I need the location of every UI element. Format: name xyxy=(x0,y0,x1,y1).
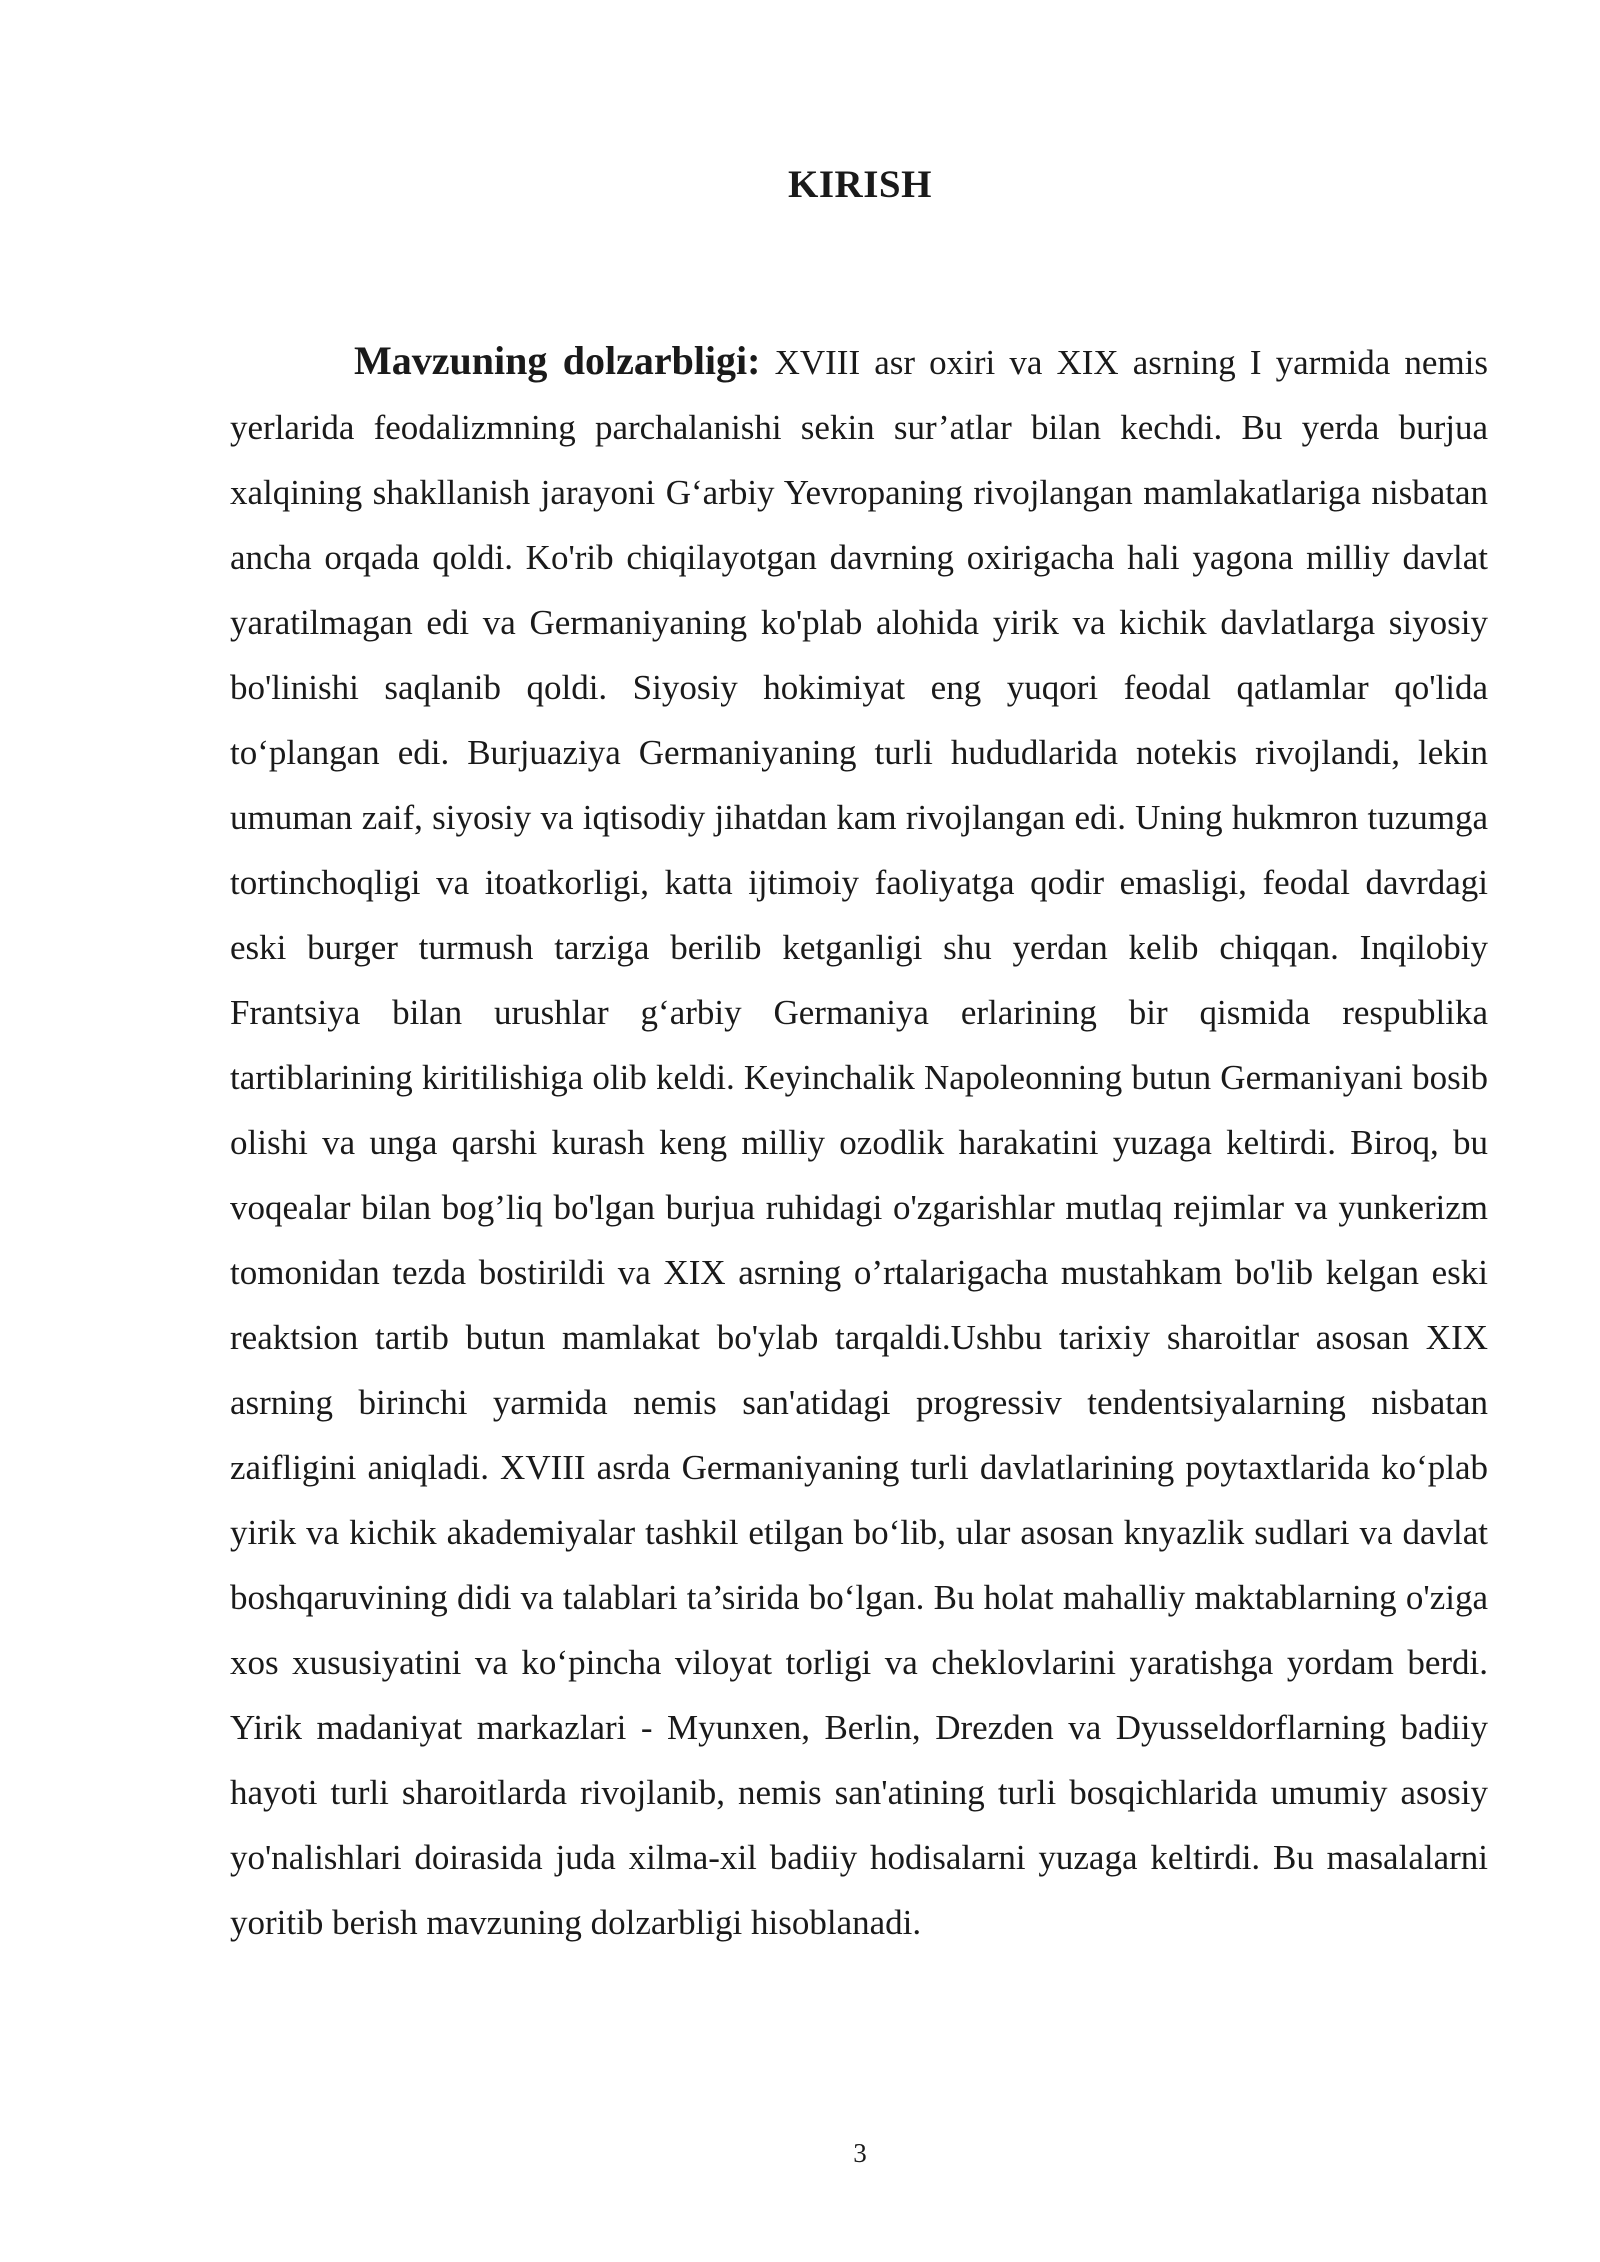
paragraph-text: XVIII asr oxiri va XIX asrning I yarmida nemis yerlarida feodalizmning parchalanishi sekin sur’atlar bilan kechdi. Bu yerda burjua xalqining shakllanish jarayoni G‘arbiy Yevropaning rivojlangan mamlakatlariga nisbatan ancha orqada qoldi. Ko'rib chiqilayotgan davrning oxirigacha hali yagona milliy davlat yaratilmagan edi va Germaniyaning ko'plab alohida yirik va kichik davlatlarga siyosiy bo'linishi saqlanib qoldi. Siyosiy hokimiyat eng yuqori feodal qatlamlar qo'lida to‘plangan edi. Burjuaziya Germaniyaning turli hududlarida notekis rivojlandi, lekin umuman zaif, siyosiy va iqtisodiy jihatdan kam rivojlangan edi. Uning hukmron tuzumga tortinchoqligi va itoatkorligi, katta ijtimoiy faoliyatga qodir emasligi, feodal davrdagi eski burger turmush tarziga berilib ketganligi shu yerdan kelib chiqqan. Inqilobiy Frantsiya bilan urushlar g‘arbiy Germaniya erlarining bir qismida respublika tartiblarining kiritilishiga olib keldi. Keyinchalik Napoleonning butun Germaniyani bosib olishi va unga qarshi kurash keng milliy ozodlik harakatini yuzaga keltirdi. Biroq, bu voqealar bilan bog’liq bo'lgan burjua ruhidagi o'zgarishlar mutlaq rejimlar va yunkerizm tomonidan tezda bostirildi va XIX asrning o’rtalarigacha mustahkam bo'lib kelgan eski reaktsion tartib butun mamlakat bo'ylab tarqaldi.Ushbu tarixiy sharoitlar asosan XIX asrning birinchi yarmida nemis san'atidagi progressiv tendentsiyalarning nisbatan zaifligini aniqladi. XVIII asrda Germaniyaning turli davlatlarining poytaxtlarida ko‘plab yirik va kichik akademiyalar tashkil etilgan bo‘lib, ular asosan knyazlik sudlari va davlat boshqaruvining didi va talablari ta’sirida bo‘lgan. Bu holat mahalliy maktablarning o'ziga xos xususiyatini va ko‘pincha viloyat torligi va cheklovlarini yaratishga yordam berdi. Yirik madaniyat markazlari - Myunxen, Berlin, Drezden va Dyusseldorflarning badiiy hayoti turli sharoitlarda rivojlanib, nemis san'atining turli bosqichlarida umumiy asosiy yo'nalishlari doirasida juda xilma-xil badiiy hodisalarni yuzaga keltirdi. Bu masalalarni yoritib berish mavzuning dolzarbligi hisoblanadi. xyxy=(230,343,1489,1942)
page-number: 3 xyxy=(853,2138,867,2168)
body-paragraph xyxy=(230,328,1488,1955)
page-title: KIRISH xyxy=(788,163,932,206)
lead-label: Mavzuning dolzarbligi: xyxy=(354,338,761,383)
